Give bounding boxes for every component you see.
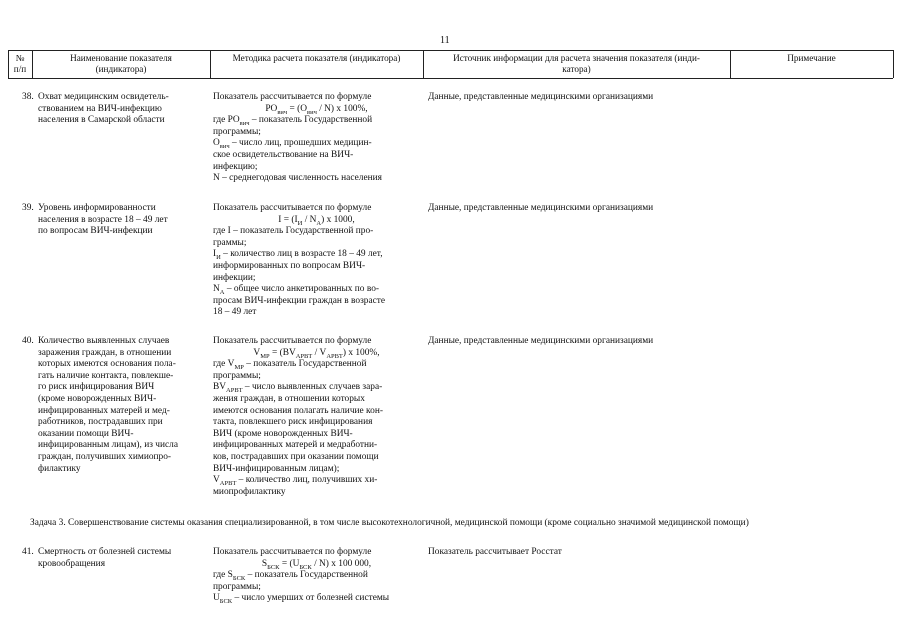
- method-line: $PO_{вич} = (O_{вич} / N)$ x 100%,: [265, 103, 368, 116]
- method-line: инфицированных матерей и медработни-: [213, 440, 378, 451]
- method-line: ское освидетельствование на ВИЧ-: [213, 149, 354, 160]
- method-line: $I_И$ – количество лиц в возрасте 18 – 49 лет,: [213, 249, 383, 262]
- method-line: Показатель рассчитывается по формуле: [213, 336, 372, 346]
- method-line: $N_A$ – общее число анкетированных по во-: [213, 284, 380, 297]
- method-line: жения граждан, в отношении которых: [213, 393, 365, 404]
- header-col-method: Методика расчета показателя (индикатора): [232, 53, 401, 63]
- method-line: $O_{вич}$ – число лиц, прошедших медицин-: [213, 138, 372, 151]
- indicator-name: Смертность от болезней системы кровообращения: [38, 547, 172, 569]
- method-line: ков, пострадавших при оказании помощи: [213, 451, 379, 462]
- method-line: $S_{БСК} = (U_{БСК} / N)$ x 100 000,: [261, 558, 372, 571]
- method-line: где $S_{БСК}$ – показатель Государственной: [213, 570, 368, 583]
- method-line: где I – показатель Государственной про-: [213, 226, 374, 237]
- header-col-num: № п/п: [13, 53, 27, 74]
- method-line: $V_{АРВТ}$ – количество лиц, получивших хи-: [213, 475, 378, 487]
- header-divider: [893, 50, 894, 78]
- row-number: 38.: [22, 92, 34, 102]
- method-line: ВИЧ-инфицированным лицам);: [213, 463, 340, 474]
- source-text: Данные, представленные медицинскими организациями: [428, 203, 654, 213]
- method-line: инфекцию;: [213, 161, 258, 172]
- page-number: 11: [440, 35, 450, 46]
- method-text: [213, 92, 420, 185]
- method-line: Показатель рассчитывается по формуле: [213, 92, 372, 102]
- method-line: где $PO_{вич}$ – показатель Государственной: [213, 115, 373, 128]
- method-line: $U_{БСК}$ – число умерших от болезней системы: [213, 593, 390, 606]
- method-line: имеются основания полагать наличие кон-: [213, 405, 383, 416]
- row-number: 40.: [22, 336, 34, 346]
- method-line: просам ВИЧ-инфекции граждан в возрасте: [213, 295, 386, 306]
- method-line: информированных по вопросам ВИЧ-: [213, 260, 366, 271]
- header-top-rule: [8, 50, 893, 51]
- source-text: Данные, представленные медицинскими организациями: [428, 336, 654, 346]
- method-line: где $V_{МР}$ – показатель Государственной: [213, 359, 367, 372]
- method-line: Показатель рассчитывается по формуле: [213, 203, 372, 213]
- method-line: граммы;: [213, 237, 247, 248]
- method-text: [213, 336, 420, 498]
- source-text: Показатель рассчитывает Росстат: [428, 547, 562, 557]
- method-line: 18 – 49 лет: [213, 307, 257, 318]
- method-line: программы;: [213, 581, 261, 592]
- indicator-name: Охват медицинским освидетель- ствованием на ВИЧ-инфекцию населения в Самарской области: [38, 92, 169, 126]
- indicator-name: Уровень информированности населения в возрасте 18 – 49 лет по вопросам ВИЧ-инфекции: [38, 203, 168, 237]
- task-heading: Задача 3. Совершенствование системы оказания специализированной, в том числе высокотехнологичной, медицинской помощи (кроме социально значимой медицинской помощи): [30, 518, 749, 528]
- method-line: программы;: [213, 126, 261, 137]
- header-col-note: Примечание: [787, 53, 836, 63]
- row-number: 39.: [22, 203, 34, 213]
- method-line: миопрофилактику: [213, 486, 286, 497]
- indicator-name: Количество выявленных случаев заражения граждан, в отношении которых имеются основания пола- гать наличие контакта, повлекше- го риск инфицирования ВИЧ (кроме новорожденных ВИЧ- инфицированных матерей и мед- работников, пострадавших при оказании помощи ВИЧ- инфицированным лицам), из числа граждан, получивших химиопро- филактику: [38, 336, 179, 474]
- header-col-source: Источник информации для расчета значения показателя (инди- катора): [453, 53, 700, 74]
- header-col-name: Наименование показателя (индикатора): [70, 53, 172, 74]
- method-line: $V_{МР} = (BV_{АРВТ} / V_{АРВТ})$ x 100%,: [253, 347, 380, 360]
- method-text: [213, 203, 420, 319]
- method-line: ВИЧ (кроме новорожденных ВИЧ-: [213, 428, 353, 439]
- method-line: $I = (I_И / N_A)$ x 1000,: [278, 214, 355, 227]
- method-line: N – среднегодовая численность населения: [213, 173, 382, 184]
- method-line: такта, повлекшего риск инфицирования: [213, 417, 373, 428]
- header-bottom-rule: [8, 78, 893, 79]
- row-number: 41.: [22, 547, 34, 557]
- method-line: $BV_{АРВТ}$ – число выявленных случаев зара-: [213, 382, 383, 395]
- method-text: [213, 547, 420, 605]
- method-line: программы;: [213, 370, 261, 381]
- source-text: Данные, представленные медицинскими организациями: [428, 92, 654, 102]
- method-line: инфекции;: [213, 272, 256, 283]
- method-line: Показатель рассчитывается по формуле: [213, 547, 372, 557]
